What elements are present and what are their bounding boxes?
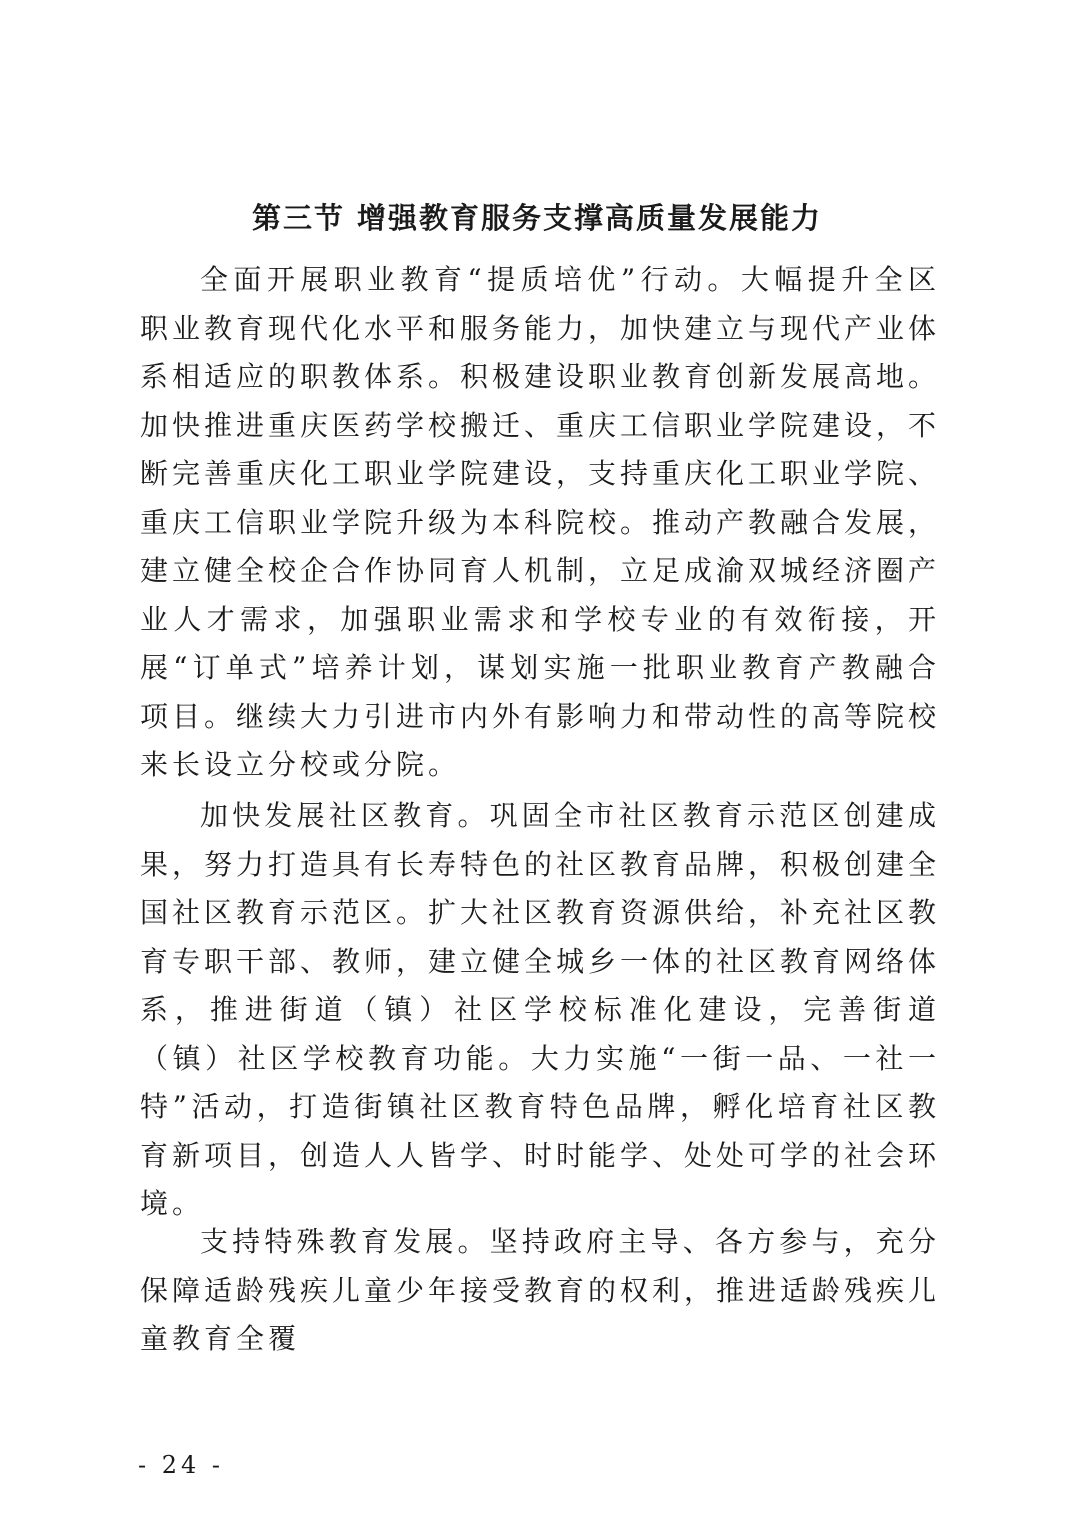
paragraph-community-education: 加快发展社区教育。巩固全市社区教育示范区创建成果，努力打造具有长寿特色的社区教育品牌，积极创建全国社区教育示范区。扩大社区教育资源供给，补充社区教育专职干部、教师，建立健全城乡一体的社区教育网络体系，推进街道（镇）社区学校标准化建设，完善街道（镇）社区学校教育功能。大力实施“一街一品、一社一特”活动，打造街镇社区教育特色品牌，孵化培育社区教育新项目，创造人人皆学、时时能学、处处可学的社会环境。 bbox=[140, 799, 941, 1220]
page-number: - 24 - bbox=[138, 1451, 225, 1479]
paragraph-vocational-education: 全面开展职业教育“提质培优”行动。大幅提升全区职业教育现代化水平和服务能力，加快建立与现代产业体系相适应的职教体系。积极建设职业教育创新发展高地。加快推进重庆医药学校搬迁、重庆工信职业学院建设，不断完善重庆化工职业学院建设，支持重庆化工职业学院、重庆工信职业学院升级为本科院校。推动产教融合发展，建立健全校企合作协同育人机制，立足成渝双城经济圈产业人才需求，加强职业需求和学校专业的有效衔接，开展“订单式”培养计划，谋划实施一批职业教育产教融合项目。继续大力引进市内外有影响力和带动性的高等院校来长设立分校或分院。 bbox=[140, 263, 941, 781]
paragraph-special-education: 支持特殊教育发展。坚持政府主导、各方参与，充分保障适龄残疾儿童少年接受教育的权利，推进适龄残疾儿童教育全覆 bbox=[140, 1225, 941, 1355]
section-title: 第三节 增强教育服务支撑高质量发展能力 bbox=[251, 201, 823, 235]
